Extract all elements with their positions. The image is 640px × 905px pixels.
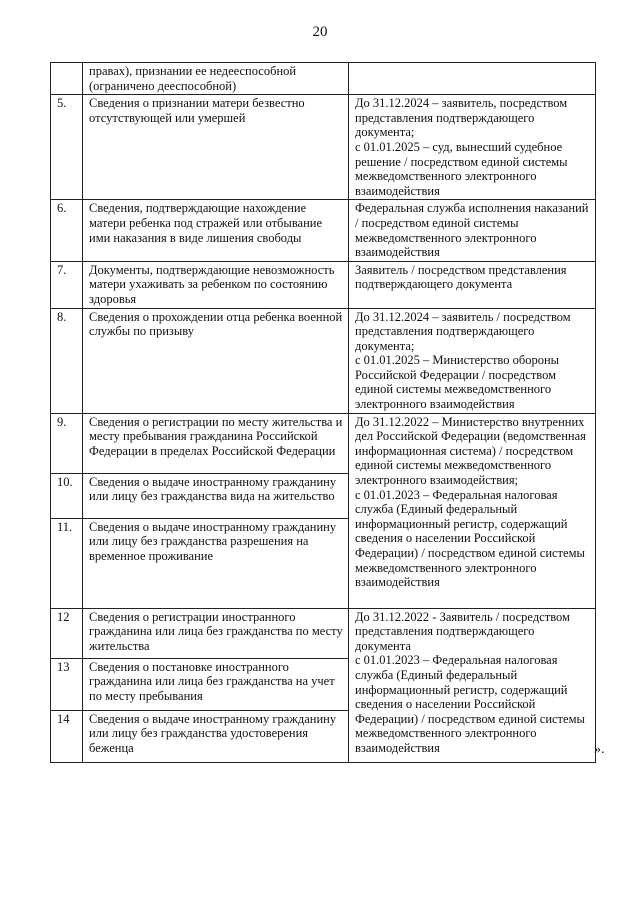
data-sources-table bbox=[50, 62, 596, 763]
row-number: 14 bbox=[51, 710, 83, 762]
table-row bbox=[51, 261, 596, 308]
table-row bbox=[51, 200, 596, 261]
table-row bbox=[51, 608, 596, 658]
row-number: 11. bbox=[51, 518, 83, 608]
row-source: Федеральная служба исполнения наказаний / посредством единой системы межведомственного электронного взаимодействия bbox=[349, 200, 596, 261]
table-row bbox=[51, 95, 596, 200]
row-number: 9. bbox=[51, 413, 83, 473]
row-description: Сведения о регистрации по месту жительства и месту пребывания гражданина Российской Федерации в пределах Российской Федерации bbox=[83, 413, 349, 473]
row-number: 12 bbox=[51, 608, 83, 658]
row-source: До 31.12.2024 – заявитель / посредством представления подтверждающего документа; с 01.01.2025 – Министерство обороны Российской Федерации / посредством единой системы межведомственного электронного взаимодействия bbox=[349, 308, 596, 413]
row-source: Заявитель / посредством представления подтверждающего документа bbox=[349, 261, 596, 308]
row-number: 10. bbox=[51, 473, 83, 518]
row-source bbox=[349, 63, 596, 95]
row-source: До 31.12.2024 – заявитель, посредством представления подтверждающего документа; с 01.01.2025 – суд, вынесший судебное решение / посредством единой системы межведомственного электронного взаимодействия bbox=[349, 95, 596, 200]
row-description: Сведения о выдаче иностранному гражданину или лицу без гражданства удостоверения беженца bbox=[83, 710, 349, 762]
row-number bbox=[51, 63, 83, 95]
row-description: Сведения о признании матери безвестно отсутствующей или умершей bbox=[83, 95, 349, 200]
row-description: Сведения о выдаче иностранному гражданину или лицу без гражданства разрешения на временное проживание bbox=[83, 518, 349, 608]
row-number: 8. bbox=[51, 308, 83, 413]
row-description: Документы, подтверждающие невозможность матери ухаживать за ребенком по состоянию здоровья bbox=[83, 261, 349, 308]
row-description: Сведения о регистрации иностранного гражданина или лица без гражданства по месту жительства bbox=[83, 608, 349, 658]
table-row bbox=[51, 308, 596, 413]
row-source: До 31.12.2022 – Министерство внутренних дел Российской Федерации (ведомственная информационная система) / посредством единой системы межведомственного электронного взаимодействия; с 01.01.2023 – Федеральная налоговая служба (Единый федеральный информационный регистр, содержащий сведения о населении Российской Федерации) / посредством единой системы межведомственного электронного взаимодействия bbox=[349, 413, 596, 608]
page-number: 20 bbox=[312, 24, 328, 40]
row-description: Сведения, подтверждающие нахождение матери ребенка под стражей или отбывание ими наказания в виде лишения свободы bbox=[83, 200, 349, 261]
row-description: Сведения о выдаче иностранному гражданину или лицу без гражданства вида на жительство bbox=[83, 473, 349, 518]
row-description: правах), признании ее недееспособной (ограничено дееспособной) bbox=[83, 63, 349, 95]
row-number: 13 bbox=[51, 658, 83, 710]
row-number: 6. bbox=[51, 200, 83, 261]
table-row bbox=[51, 413, 596, 473]
row-number: 5. bbox=[51, 95, 83, 200]
row-description: Сведения о постановке иностранного гражданина или лица без гражданства на учет по месту пребывания bbox=[83, 658, 349, 710]
row-source: До 31.12.2022 - Заявитель / посредством представления подтверждающего документа с 01.01.2023 – Федеральная налоговая служба (Единый федеральный информационный регистр, содержащий сведения о населении Российской Федерации) / посредством единой системы межведомственного электронного взаимодействия bbox=[349, 608, 596, 762]
closing-quote-mark: ». bbox=[594, 742, 605, 757]
row-number: 7. bbox=[51, 261, 83, 308]
row-description: Сведения о прохождении отца ребенка военной службы по призыву bbox=[83, 308, 349, 413]
table-row bbox=[51, 63, 596, 95]
